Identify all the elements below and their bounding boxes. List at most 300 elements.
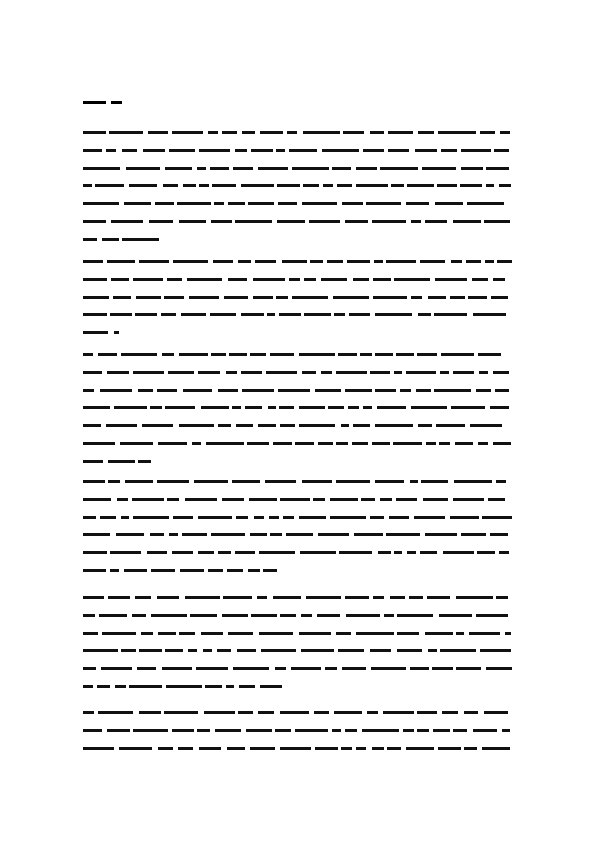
- word-mark: [223, 596, 252, 599]
- word-mark: [83, 685, 93, 688]
- word-mark: [138, 389, 153, 392]
- word-mark: [406, 747, 434, 750]
- word-mark: [321, 371, 332, 374]
- word-mark: [122, 149, 137, 152]
- word-mark: [275, 667, 286, 670]
- word-mark: [107, 371, 129, 374]
- word-mark: [83, 131, 106, 134]
- word-mark: [372, 220, 406, 223]
- word-mark: [455, 442, 473, 445]
- word-mark: [304, 278, 316, 281]
- word-mark: [356, 632, 394, 635]
- word-mark: [83, 278, 107, 281]
- word-mark: [396, 498, 417, 501]
- word-mark: [260, 685, 282, 688]
- paragraph-1-line: [83, 131, 510, 134]
- word-mark: [482, 516, 512, 519]
- word-mark: [83, 331, 108, 334]
- word-mark: [470, 424, 502, 427]
- word-mark: [480, 131, 495, 134]
- word-mark: [396, 353, 414, 356]
- paragraph-5-line: [83, 649, 511, 652]
- word-mark: [226, 371, 237, 374]
- word-mark: [346, 614, 380, 617]
- word-mark: [238, 711, 253, 714]
- paragraph-2-line: [83, 278, 512, 281]
- word-mark: [421, 480, 448, 483]
- word-mark: [273, 596, 301, 599]
- word-mark: [119, 747, 152, 750]
- word-mark: [466, 260, 481, 263]
- word-mark: [157, 389, 177, 392]
- word-mark: [486, 167, 509, 170]
- word-mark: [198, 516, 232, 519]
- paragraph-3-line: [83, 460, 151, 463]
- word-mark: [279, 406, 294, 409]
- word-mark: [302, 371, 316, 374]
- word-mark: [451, 406, 485, 409]
- word-mark: [267, 313, 275, 316]
- word-mark: [411, 406, 447, 409]
- word-mark: [373, 278, 391, 281]
- word-mark: [165, 406, 195, 409]
- word-mark: [172, 131, 203, 134]
- word-mark: [121, 649, 136, 652]
- word-mark: [464, 711, 478, 714]
- word-mark: [286, 533, 313, 536]
- word-mark: [259, 551, 295, 554]
- paragraph-2-line: [83, 331, 119, 334]
- word-mark: [373, 596, 384, 599]
- word-mark: [334, 711, 362, 714]
- word-mark: [228, 202, 245, 205]
- paragraph-1-line: [83, 167, 509, 170]
- word-mark: [299, 406, 325, 409]
- word-mark: [217, 649, 231, 652]
- word-mark: [363, 149, 384, 152]
- word-mark: [99, 614, 127, 617]
- word-mark: [323, 184, 333, 187]
- word-mark: [157, 480, 189, 483]
- word-mark: [477, 551, 495, 554]
- word-mark: [149, 220, 173, 223]
- word-mark: [183, 184, 196, 187]
- word-mark: [110, 569, 119, 572]
- word-mark: [417, 711, 437, 714]
- word-mark: [391, 184, 404, 187]
- word-mark: [486, 667, 512, 670]
- paragraph-4-line: [83, 480, 511, 483]
- word-mark: [100, 516, 116, 519]
- word-mark: [279, 313, 301, 316]
- word-mark: [117, 498, 128, 501]
- word-mark: [165, 167, 192, 170]
- word-mark: [180, 569, 204, 572]
- word-mark: [423, 498, 448, 501]
- word-mark: [425, 632, 453, 635]
- word-mark: [353, 424, 370, 427]
- word-mark: [150, 533, 164, 536]
- word-mark: [375, 353, 393, 356]
- word-mark: [196, 667, 228, 670]
- paragraph-6-line: [83, 711, 508, 714]
- word-mark: [417, 353, 437, 356]
- word-mark: [179, 424, 214, 427]
- word-mark: [114, 331, 119, 334]
- word-mark: [461, 533, 486, 536]
- word-mark: [378, 551, 391, 554]
- word-mark: [460, 184, 482, 187]
- word-mark: [322, 149, 359, 152]
- word-mark: [157, 596, 179, 599]
- word-mark: [129, 184, 157, 187]
- word-mark: [441, 149, 457, 152]
- word-mark: [155, 202, 174, 205]
- word-mark: [169, 533, 178, 536]
- word-mark: [98, 711, 133, 714]
- word-mark: [83, 406, 110, 409]
- word-mark: [113, 296, 131, 299]
- word-mark: [451, 260, 462, 263]
- word-mark: [132, 614, 146, 617]
- word-mark: [270, 353, 294, 356]
- word-mark: [222, 614, 248, 617]
- word-mark: [218, 424, 231, 427]
- word-mark: [490, 406, 509, 409]
- word-mark: [261, 649, 296, 652]
- word-mark: [260, 131, 283, 134]
- word-mark: [164, 296, 184, 299]
- word-mark: [280, 424, 295, 427]
- word-mark: [493, 278, 505, 281]
- word-mark: [375, 424, 413, 427]
- word-mark: [263, 569, 277, 572]
- word-mark: [277, 220, 305, 223]
- word-mark: [210, 167, 229, 170]
- paragraph-5-line: [83, 596, 508, 599]
- word-mark: [139, 260, 169, 263]
- word-mark: [348, 406, 359, 409]
- word-mark: [232, 480, 260, 483]
- word-mark: [499, 184, 511, 187]
- word-mark: [280, 747, 311, 750]
- word-mark: [434, 313, 467, 316]
- word-mark: [198, 371, 220, 374]
- paragraph-4-line: [83, 551, 509, 554]
- word-mark: [120, 442, 153, 445]
- word-mark: [242, 131, 255, 134]
- word-mark: [222, 498, 244, 501]
- word-mark: [425, 220, 447, 223]
- word-mark: [302, 202, 337, 205]
- word-mark: [83, 167, 120, 170]
- word-mark: [173, 260, 208, 263]
- word-mark: [226, 685, 234, 688]
- word-mark: [373, 296, 407, 299]
- word-mark: [102, 632, 136, 635]
- word-mark: [473, 313, 506, 316]
- word-mark: [138, 460, 151, 463]
- word-mark: [372, 747, 384, 750]
- word-mark: [280, 614, 296, 617]
- word-mark: [214, 202, 224, 205]
- word-mark: [83, 184, 92, 187]
- word-mark: [137, 667, 156, 670]
- word-mark: [151, 614, 187, 617]
- word-mark: [83, 516, 96, 519]
- word-mark: [259, 632, 293, 635]
- word-mark: [352, 442, 368, 445]
- word-mark: [228, 632, 253, 635]
- word-mark: [158, 632, 176, 635]
- word-mark: [108, 460, 135, 463]
- word-mark: [456, 596, 493, 599]
- word-mark: [428, 296, 446, 299]
- word-mark: [139, 649, 162, 652]
- paragraph-1-line: [83, 238, 165, 241]
- word-mark: [371, 667, 406, 670]
- word-mark: [440, 371, 449, 374]
- word-mark: [133, 278, 163, 281]
- word-mark: [250, 353, 266, 356]
- word-mark: [169, 149, 195, 152]
- word-mark: [280, 498, 310, 501]
- word-mark: [241, 371, 262, 374]
- word-mark: [339, 551, 372, 554]
- word-mark: [187, 278, 222, 281]
- word-mark: [255, 260, 276, 263]
- word-mark: [314, 711, 329, 714]
- word-mark: [110, 551, 141, 554]
- word-mark: [235, 220, 272, 223]
- word-mark: [321, 278, 347, 281]
- word-mark: [479, 371, 488, 374]
- word-mark: [182, 533, 207, 536]
- word-mark: [427, 596, 450, 599]
- word-mark: [276, 296, 288, 299]
- word-mark: [258, 424, 276, 427]
- word-mark: [397, 649, 422, 652]
- word-mark: [380, 167, 418, 170]
- word-mark: [295, 442, 314, 445]
- word-mark: [467, 202, 504, 205]
- word-mark: [450, 516, 479, 519]
- word-mark: [343, 131, 364, 134]
- word-mark: [318, 442, 333, 445]
- word-mark: [132, 498, 164, 501]
- paragraph-5-line: [83, 632, 511, 635]
- word-mark: [453, 371, 474, 374]
- word-mark: [121, 516, 129, 519]
- word-mark: [397, 614, 433, 617]
- word-mark: [428, 649, 437, 652]
- word-mark: [116, 533, 144, 536]
- word-mark: [242, 389, 274, 392]
- word-mark: [420, 260, 445, 263]
- word-mark: [147, 551, 167, 554]
- word-mark: [241, 184, 274, 187]
- word-mark: [384, 614, 394, 617]
- word-mark: [139, 711, 161, 714]
- word-mark: [179, 632, 195, 635]
- word-mark: [83, 424, 101, 427]
- word-mark: [83, 260, 103, 263]
- word-mark: [97, 685, 110, 688]
- word-mark: [198, 551, 214, 554]
- word-mark: [442, 711, 458, 714]
- word-mark: [257, 596, 267, 599]
- word-mark: [496, 596, 508, 599]
- word-mark: [177, 202, 211, 205]
- word-mark: [133, 729, 168, 732]
- word-mark: [222, 131, 237, 134]
- paragraph-3-line: [83, 353, 510, 356]
- word-mark: [493, 371, 509, 374]
- word-mark: [416, 389, 431, 392]
- word-mark: [439, 442, 450, 445]
- word-mark: [248, 202, 274, 205]
- word-mark: [199, 149, 230, 152]
- paragraph-3-line: [83, 406, 509, 409]
- word-mark: [173, 516, 193, 519]
- word-mark: [270, 533, 282, 536]
- word-mark: [484, 711, 508, 714]
- word-mark: [422, 167, 456, 170]
- word-mark: [345, 596, 369, 599]
- word-mark: [482, 747, 510, 750]
- word-mark: [295, 729, 328, 732]
- word-mark: [304, 313, 331, 316]
- word-mark: [394, 371, 402, 374]
- paragraph-4-line: [83, 498, 511, 501]
- word-mark: [289, 149, 317, 152]
- word-mark: [299, 353, 335, 356]
- word-mark: [185, 596, 220, 599]
- word-mark: [109, 131, 143, 134]
- word-mark: [168, 371, 194, 374]
- word-mark: [336, 632, 351, 635]
- word-mark: [165, 649, 183, 652]
- word-mark: [345, 220, 368, 223]
- paragraph-6-line: [83, 729, 510, 732]
- word-mark: [213, 260, 233, 263]
- word-mark: [332, 729, 341, 732]
- word-mark: [332, 167, 351, 170]
- word-mark: [190, 614, 217, 617]
- word-mark: [143, 149, 165, 152]
- word-mark: [163, 184, 178, 187]
- word-mark: [254, 516, 264, 519]
- word-mark: [83, 296, 109, 299]
- word-mark: [161, 313, 176, 316]
- word-mark: [499, 551, 509, 554]
- word-mark: [189, 296, 219, 299]
- word-mark: [426, 442, 436, 445]
- word-mark: [278, 202, 297, 205]
- word-mark: [299, 516, 326, 519]
- word-mark: [248, 569, 260, 572]
- word-mark: [83, 149, 102, 152]
- word-mark: [218, 551, 231, 554]
- word-mark: [406, 202, 429, 205]
- word-mark: [83, 220, 106, 223]
- word-mark: [287, 131, 297, 134]
- word-mark: [403, 729, 414, 732]
- word-mark: [435, 278, 467, 281]
- word-mark: [236, 516, 248, 519]
- word-mark: [497, 260, 512, 263]
- word-mark: [83, 649, 118, 652]
- word-mark: [491, 296, 508, 299]
- word-mark: [126, 167, 160, 170]
- word-mark: [502, 729, 510, 732]
- word-mark: [102, 238, 119, 241]
- word-mark: [206, 442, 244, 445]
- word-mark: [456, 632, 464, 635]
- word-mark: [197, 729, 210, 732]
- word-mark: [375, 313, 412, 316]
- word-mark: [327, 260, 343, 263]
- word-mark: [363, 406, 372, 409]
- word-mark: [83, 632, 98, 635]
- word-mark: [349, 313, 370, 316]
- word-mark: [342, 202, 363, 205]
- word-mark: [361, 498, 375, 501]
- word-mark: [303, 184, 319, 187]
- word-mark: [83, 442, 115, 445]
- word-mark: [185, 498, 217, 501]
- word-mark: [345, 729, 357, 732]
- word-mark: [367, 711, 378, 714]
- word-mark: [83, 729, 102, 732]
- word-mark: [258, 711, 274, 714]
- word-mark: [374, 260, 383, 263]
- word-mark: [300, 551, 336, 554]
- word-mark: [366, 202, 401, 205]
- paragraph-3-line: [83, 371, 509, 374]
- word-mark: [409, 596, 423, 599]
- word-mark: [83, 460, 103, 463]
- word-mark: [356, 167, 377, 170]
- word-mark: [302, 480, 332, 483]
- word-mark: [306, 596, 341, 599]
- word-mark: [115, 685, 126, 688]
- word-mark: [197, 167, 206, 170]
- word-mark: [441, 353, 474, 356]
- word-mark: [208, 131, 218, 134]
- paragraph-3-line: [83, 424, 511, 427]
- word-mark: [83, 389, 94, 392]
- word-mark: [440, 649, 476, 652]
- paragraph-1-line: [83, 184, 511, 187]
- word-mark: [370, 371, 390, 374]
- word-mark: [245, 406, 262, 409]
- word-mark: [224, 296, 248, 299]
- word-mark: [83, 202, 119, 205]
- word-mark: [301, 649, 334, 652]
- word-mark: [142, 424, 173, 427]
- word-mark: [478, 353, 501, 356]
- word-mark: [250, 747, 275, 750]
- word-mark: [478, 442, 488, 445]
- word-mark: [453, 729, 467, 732]
- word-mark: [303, 131, 340, 134]
- word-mark: [167, 498, 179, 501]
- word-mark: [164, 711, 198, 714]
- word-mark: [276, 149, 285, 152]
- word-mark: [101, 667, 132, 670]
- word-mark: [372, 442, 390, 445]
